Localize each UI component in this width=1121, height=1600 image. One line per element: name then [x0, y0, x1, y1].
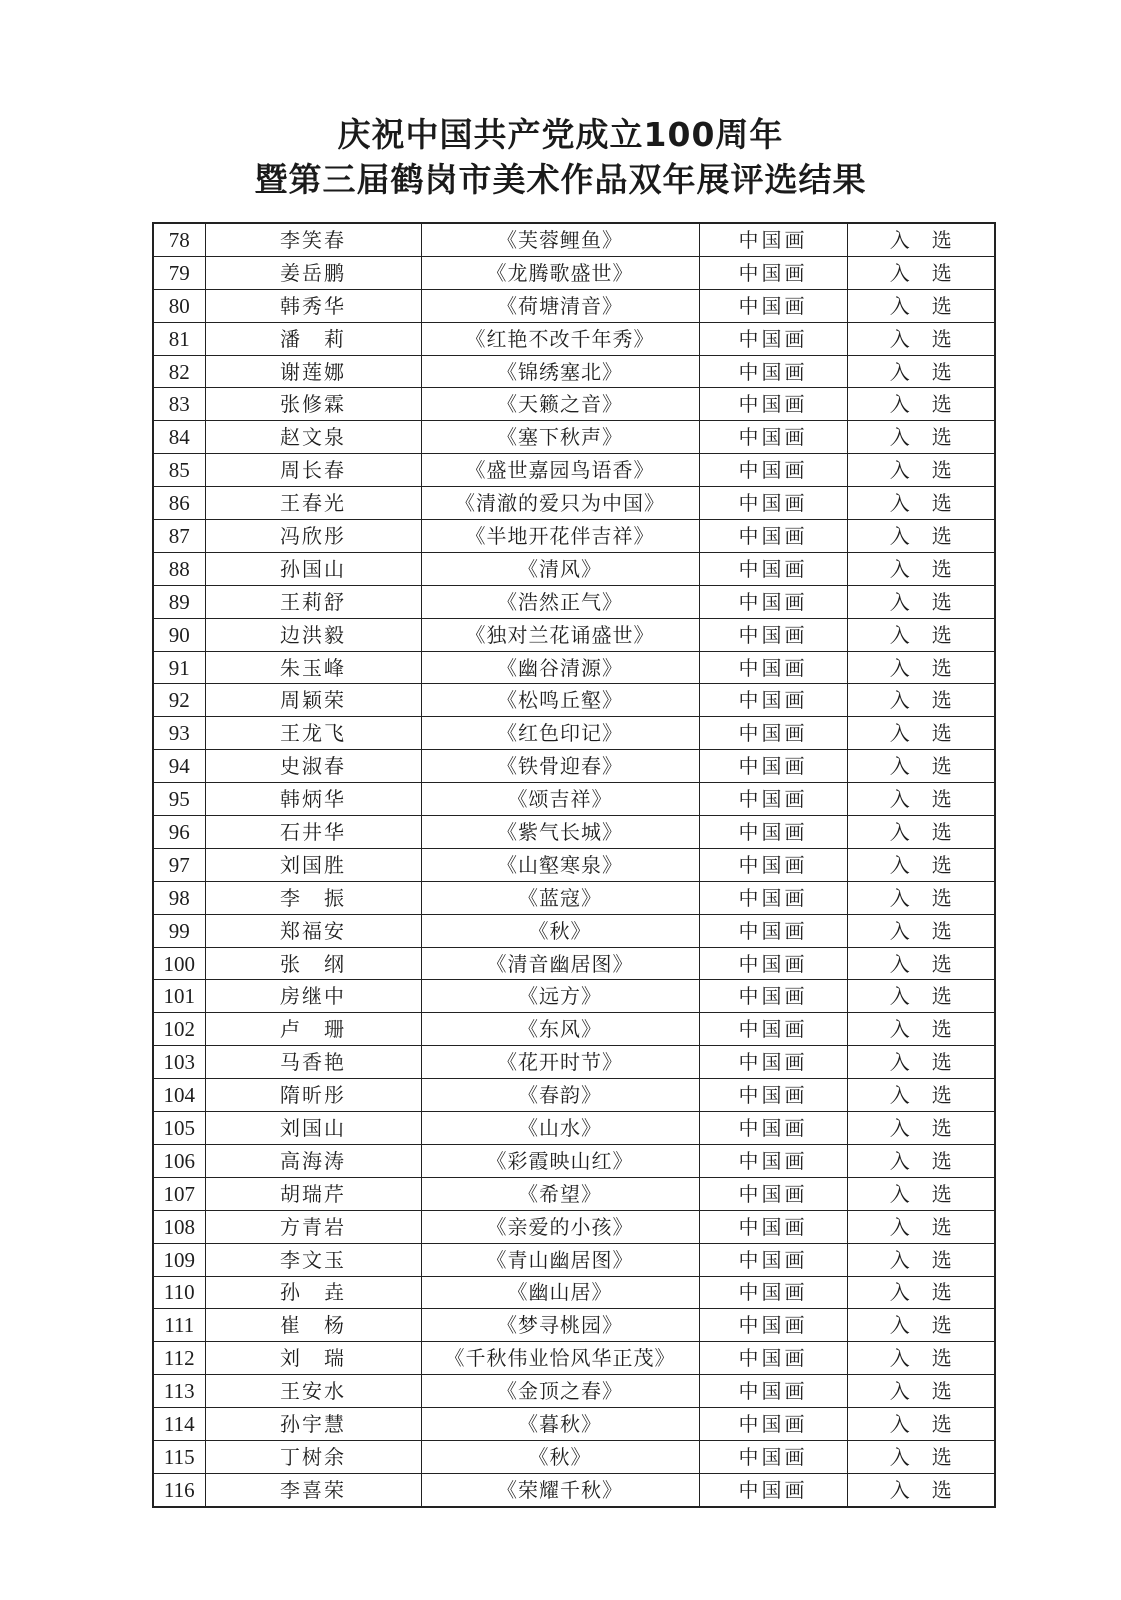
- artist-name: 房继中: [205, 980, 421, 1013]
- selection-result: 入选: [847, 1177, 995, 1210]
- artwork-title: 《塞下秋声》: [421, 421, 699, 454]
- artwork-title: 《紫气长城》: [421, 816, 699, 849]
- table-row: [153, 1440, 995, 1473]
- category: 中国画: [699, 848, 847, 881]
- category: 中国画: [699, 717, 847, 750]
- table-row: [153, 618, 995, 651]
- category: 中国画: [699, 618, 847, 651]
- category: 中国画: [699, 223, 847, 256]
- artist-name: 潘 莉: [205, 322, 421, 355]
- table-row: [153, 1408, 995, 1441]
- entry-number: 90: [153, 618, 205, 651]
- category: 中国画: [699, 256, 847, 289]
- table-row: [153, 487, 995, 520]
- artwork-title: 《彩霞映山红》: [421, 1144, 699, 1177]
- table-row: [153, 1309, 995, 1342]
- category: 中国画: [699, 816, 847, 849]
- artwork-title: 《幽山居》: [421, 1276, 699, 1309]
- table-row: [153, 1342, 995, 1375]
- category: 中国画: [699, 750, 847, 783]
- artwork-title: 《龙腾歌盛世》: [421, 256, 699, 289]
- table-row: [153, 1046, 995, 1079]
- table-row: [153, 256, 995, 289]
- table-row: [153, 750, 995, 783]
- category: 中国画: [699, 1210, 847, 1243]
- category: 中国画: [699, 1473, 847, 1506]
- table-row: [153, 1144, 995, 1177]
- entry-number: 80: [153, 289, 205, 322]
- category: 中国画: [699, 487, 847, 520]
- artwork-title: 《铁骨迎春》: [421, 750, 699, 783]
- entry-number: 113: [153, 1375, 205, 1408]
- table-row: [153, 552, 995, 585]
- artwork-title: 《清风》: [421, 552, 699, 585]
- entry-number: 115: [153, 1440, 205, 1473]
- artwork-title: 《幽谷清源》: [421, 651, 699, 684]
- category: 中国画: [699, 881, 847, 914]
- entry-number: 101: [153, 980, 205, 1013]
- entry-number: 114: [153, 1408, 205, 1441]
- category: 中国画: [699, 1046, 847, 1079]
- artist-name: 张 纲: [205, 947, 421, 980]
- entry-number: 88: [153, 552, 205, 585]
- artist-name: 边洪毅: [205, 618, 421, 651]
- entry-number: 105: [153, 1112, 205, 1145]
- table-row: [153, 1013, 995, 1046]
- artist-name: 丁树余: [205, 1440, 421, 1473]
- artwork-title: 《花开时节》: [421, 1046, 699, 1079]
- artist-name: 赵文泉: [205, 421, 421, 454]
- table-row: [153, 1473, 995, 1506]
- artwork-title: 《清澈的爱只为中国》: [421, 487, 699, 520]
- entry-number: 82: [153, 355, 205, 388]
- artwork-title: 《金顶之春》: [421, 1375, 699, 1408]
- selection-result: 入选: [847, 1243, 995, 1276]
- artist-name: 郑福安: [205, 914, 421, 947]
- category: 中国画: [699, 355, 847, 388]
- category: 中国画: [699, 388, 847, 421]
- category: 中国画: [699, 1440, 847, 1473]
- artist-name: 姜岳鹏: [205, 256, 421, 289]
- selection-result: 入选: [847, 552, 995, 585]
- artwork-title: 《希望》: [421, 1177, 699, 1210]
- artist-name: 孙国山: [205, 552, 421, 585]
- entry-number: 87: [153, 520, 205, 553]
- artwork-title: 《亲爱的小孩》: [421, 1210, 699, 1243]
- selection-result: 入选: [847, 651, 995, 684]
- artist-name: 王春光: [205, 487, 421, 520]
- artwork-title: 《锦绣塞北》: [421, 355, 699, 388]
- entry-number: 85: [153, 454, 205, 487]
- entry-number: 92: [153, 684, 205, 717]
- entry-number: 98: [153, 881, 205, 914]
- artist-name: 王莉舒: [205, 585, 421, 618]
- category: 中国画: [699, 1079, 847, 1112]
- selection-result: 入选: [847, 1013, 995, 1046]
- entry-number: 94: [153, 750, 205, 783]
- table-row: [153, 388, 995, 421]
- title-line-2: 暨第三届鹤岗市美术作品双年展评选结果: [254, 160, 867, 199]
- entry-number: 79: [153, 256, 205, 289]
- table-row: [153, 1375, 995, 1408]
- artist-name: 韩炳华: [205, 783, 421, 816]
- table-row: [153, 881, 995, 914]
- category: 中国画: [699, 783, 847, 816]
- entry-number: 99: [153, 914, 205, 947]
- artist-name: 史淑春: [205, 750, 421, 783]
- table-row: [153, 1210, 995, 1243]
- selection-result: 入选: [847, 289, 995, 322]
- artwork-title: 《蓝寇》: [421, 881, 699, 914]
- artwork-title: 《山壑寒泉》: [421, 848, 699, 881]
- category: 中国画: [699, 289, 847, 322]
- selection-result: 入选: [847, 223, 995, 256]
- results-table-body: [153, 223, 995, 1507]
- table-row: [153, 289, 995, 322]
- artwork-title: 《半地开花伴吉祥》: [421, 520, 699, 553]
- table-row: [153, 947, 995, 980]
- table-row: [153, 651, 995, 684]
- selection-result: 入选: [847, 256, 995, 289]
- category: 中国画: [699, 1309, 847, 1342]
- selection-result: 入选: [847, 1473, 995, 1506]
- category: 中国画: [699, 684, 847, 717]
- selection-result: 入选: [847, 388, 995, 421]
- table-row: [153, 684, 995, 717]
- artist-name: 方青岩: [205, 1210, 421, 1243]
- artist-name: 周颖荣: [205, 684, 421, 717]
- category: 中国画: [699, 454, 847, 487]
- selection-result: 入选: [847, 783, 995, 816]
- entry-number: 108: [153, 1210, 205, 1243]
- selection-result: 入选: [847, 848, 995, 881]
- artist-name: 胡瑞芹: [205, 1177, 421, 1210]
- selection-result: 入选: [847, 1144, 995, 1177]
- category: 中国画: [699, 1243, 847, 1276]
- selection-result: 入选: [847, 1210, 995, 1243]
- artwork-title: 《秋》: [421, 914, 699, 947]
- entry-number: 96: [153, 816, 205, 849]
- table-row: [153, 585, 995, 618]
- artist-name: 王龙飞: [205, 717, 421, 750]
- artwork-title: 《远方》: [421, 980, 699, 1013]
- selection-result: 入选: [847, 947, 995, 980]
- entry-number: 100: [153, 947, 205, 980]
- artwork-title: 《清音幽居图》: [421, 947, 699, 980]
- entry-number: 83: [153, 388, 205, 421]
- entry-number: 112: [153, 1342, 205, 1375]
- category: 中国画: [699, 1144, 847, 1177]
- category: 中国画: [699, 914, 847, 947]
- table-row: [153, 520, 995, 553]
- table-row: [153, 783, 995, 816]
- category: 中国画: [699, 322, 847, 355]
- artwork-title: 《暮秋》: [421, 1408, 699, 1441]
- entry-number: 89: [153, 585, 205, 618]
- table-row: [153, 223, 995, 256]
- table-row: [153, 980, 995, 1013]
- artist-name: 李 振: [205, 881, 421, 914]
- table-row: [153, 421, 995, 454]
- selection-result: 入选: [847, 1408, 995, 1441]
- document-title: [0, 112, 1121, 202]
- table-row: [153, 454, 995, 487]
- category: 中国画: [699, 1276, 847, 1309]
- category: 中国画: [699, 585, 847, 618]
- selection-result: 入选: [847, 717, 995, 750]
- selection-result: 入选: [847, 1440, 995, 1473]
- entry-number: 111: [153, 1309, 205, 1342]
- artist-name: 刘国胜: [205, 848, 421, 881]
- entry-number: 109: [153, 1243, 205, 1276]
- category: 中国画: [699, 651, 847, 684]
- artwork-title: 《东风》: [421, 1013, 699, 1046]
- table-row: [153, 1079, 995, 1112]
- selection-result: 入选: [847, 1079, 995, 1112]
- selection-result: 入选: [847, 684, 995, 717]
- category: 中国画: [699, 552, 847, 585]
- category: 中国画: [699, 421, 847, 454]
- selection-result: 入选: [847, 914, 995, 947]
- artwork-title: 《青山幽居图》: [421, 1243, 699, 1276]
- artist-name: 李喜荣: [205, 1473, 421, 1506]
- artwork-title: 《盛世嘉园鸟语香》: [421, 454, 699, 487]
- table-row: [153, 1276, 995, 1309]
- category: 中国画: [699, 980, 847, 1013]
- entry-number: 84: [153, 421, 205, 454]
- entry-number: 81: [153, 322, 205, 355]
- selection-result: 入选: [847, 1342, 995, 1375]
- artwork-title: 《山水》: [421, 1112, 699, 1145]
- table-row: [153, 322, 995, 355]
- artwork-title: 《荷塘清音》: [421, 289, 699, 322]
- category: 中国画: [699, 947, 847, 980]
- artist-name: 谢莲娜: [205, 355, 421, 388]
- artist-name: 石井华: [205, 816, 421, 849]
- artist-name: 李笑春: [205, 223, 421, 256]
- entry-number: 103: [153, 1046, 205, 1079]
- entry-number: 116: [153, 1473, 205, 1506]
- artwork-title: 《千秋伟业恰风华正茂》: [421, 1342, 699, 1375]
- artist-name: 周长春: [205, 454, 421, 487]
- selection-result: 入选: [847, 421, 995, 454]
- results-table: [152, 222, 996, 1508]
- entry-number: 95: [153, 783, 205, 816]
- artist-name: 马香艳: [205, 1046, 421, 1079]
- artist-name: 张修霖: [205, 388, 421, 421]
- selection-result: 入选: [847, 1276, 995, 1309]
- artist-name: 崔 杨: [205, 1309, 421, 1342]
- title-line-1: 庆祝中国共产党成立100周年: [337, 115, 784, 154]
- artwork-title: 《红色印记》: [421, 717, 699, 750]
- selection-result: 入选: [847, 1375, 995, 1408]
- selection-result: 入选: [847, 322, 995, 355]
- artist-name: 韩秀华: [205, 289, 421, 322]
- table-row: [153, 914, 995, 947]
- category: 中国画: [699, 1342, 847, 1375]
- category: 中国画: [699, 520, 847, 553]
- selection-result: 入选: [847, 355, 995, 388]
- entry-number: 110: [153, 1276, 205, 1309]
- artist-name: 孙宇慧: [205, 1408, 421, 1441]
- artist-name: 朱玉峰: [205, 651, 421, 684]
- category: 中国画: [699, 1013, 847, 1046]
- entry-number: 106: [153, 1144, 205, 1177]
- artwork-title: 《荣耀千秋》: [421, 1473, 699, 1506]
- entry-number: 104: [153, 1079, 205, 1112]
- table-row: [153, 1243, 995, 1276]
- table-row: [153, 848, 995, 881]
- category: 中国画: [699, 1375, 847, 1408]
- artwork-title: 《红艳不改千年秀》: [421, 322, 699, 355]
- artist-name: 孙 垚: [205, 1276, 421, 1309]
- selection-result: 入选: [847, 1309, 995, 1342]
- entry-number: 91: [153, 651, 205, 684]
- artwork-title: 《松鸣丘壑》: [421, 684, 699, 717]
- artwork-title: 《独对兰花诵盛世》: [421, 618, 699, 651]
- artwork-title: 《天籁之音》: [421, 388, 699, 421]
- table-row: [153, 1177, 995, 1210]
- artist-name: 隋昕彤: [205, 1079, 421, 1112]
- entry-number: 86: [153, 487, 205, 520]
- entry-number: 93: [153, 717, 205, 750]
- selection-result: 入选: [847, 1046, 995, 1079]
- selection-result: 入选: [847, 520, 995, 553]
- artist-name: 高海涛: [205, 1144, 421, 1177]
- table-row: [153, 717, 995, 750]
- selection-result: 入选: [847, 454, 995, 487]
- entry-number: 78: [153, 223, 205, 256]
- artwork-title: 《梦寻桃园》: [421, 1309, 699, 1342]
- artist-name: 冯欣彤: [205, 520, 421, 553]
- artist-name: 刘国山: [205, 1112, 421, 1145]
- category: 中国画: [699, 1112, 847, 1145]
- artist-name: 卢 珊: [205, 1013, 421, 1046]
- category: 中国画: [699, 1177, 847, 1210]
- artwork-title: 《颂吉祥》: [421, 783, 699, 816]
- artist-name: 王安水: [205, 1375, 421, 1408]
- entry-number: 97: [153, 848, 205, 881]
- table-row: [153, 1112, 995, 1145]
- artwork-title: 《芙蓉鲤鱼》: [421, 223, 699, 256]
- artist-name: 刘 瑞: [205, 1342, 421, 1375]
- table-row: [153, 355, 995, 388]
- artwork-title: 《春韵》: [421, 1079, 699, 1112]
- entry-number: 107: [153, 1177, 205, 1210]
- selection-result: 入选: [847, 750, 995, 783]
- selection-result: 入选: [847, 1112, 995, 1145]
- selection-result: 入选: [847, 585, 995, 618]
- artwork-title: 《秋》: [421, 1440, 699, 1473]
- table-row: [153, 816, 995, 849]
- selection-result: 入选: [847, 618, 995, 651]
- entry-number: 102: [153, 1013, 205, 1046]
- selection-result: 入选: [847, 816, 995, 849]
- category: 中国画: [699, 1408, 847, 1441]
- artwork-title: 《浩然正气》: [421, 585, 699, 618]
- selection-result: 入选: [847, 980, 995, 1013]
- artist-name: 李文玉: [205, 1243, 421, 1276]
- selection-result: 入选: [847, 881, 995, 914]
- selection-result: 入选: [847, 487, 995, 520]
